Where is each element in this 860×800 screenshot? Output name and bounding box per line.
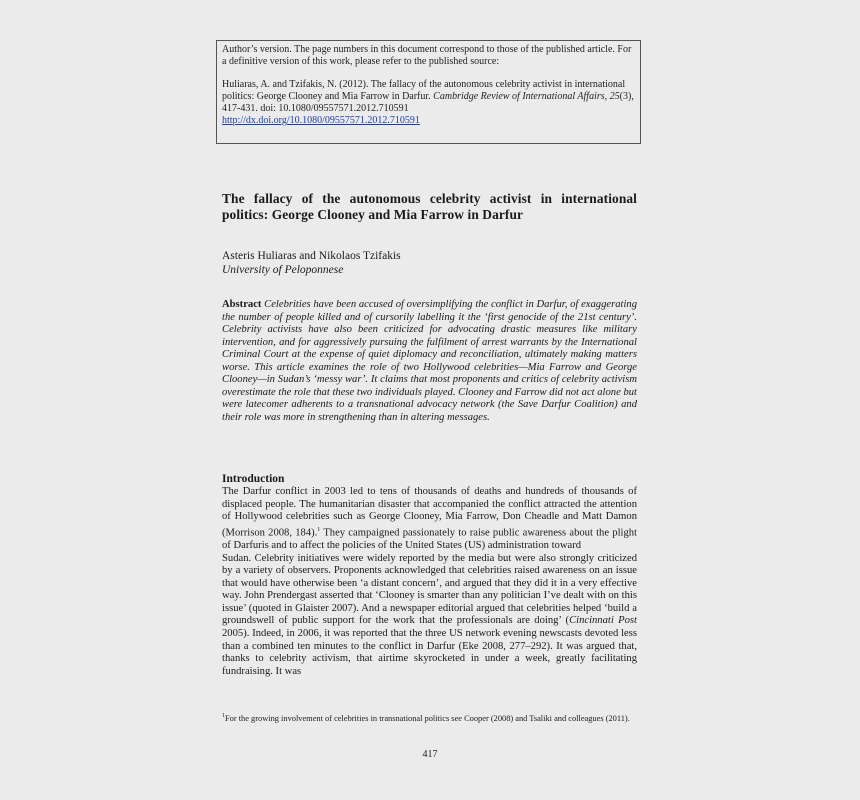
notice-text: Author’s version. The page numbers in this document correspond to those of the published article. For a definitive version of this work, please refer to the published source: <box>222 44 632 67</box>
introduction-paragraph <box>222 486 637 678</box>
doi-link[interactable]: http://dx.doi.org/10.1080/09557571.2012.710591 <box>222 115 420 126</box>
footnote <box>222 711 637 724</box>
intro-text-2: They campaigned passionately to raise public awareness about the plight of Darfuris and to affect the policies of the United States (US) administration toward <box>222 527 637 551</box>
footnote-reference[interactable]: 1 <box>317 526 321 533</box>
footnote-text: For the growing involvement of celebrities in transnational politics see Cooper (2008) and Tsaliki and colleagues (2011). <box>225 713 630 723</box>
intro-text-4: 2005). Indeed, in 2006, it was reported that the three US network evening newscasts devoted less than a combined ten minutes to the conflict in Darfur (Eke 2008, 277–292). It was argued that, thanks to celebrity activism, that airtime skyrocketed in under a week, greatly facilitating fundraising. It was <box>222 628 637 677</box>
intro-citation-italic: Cincinnati Post <box>569 615 637 627</box>
author-names: Asteris Huliaras and Nikolaos Tzifakis <box>222 250 401 262</box>
author-block <box>222 250 401 277</box>
abstract <box>222 299 637 424</box>
author-version-notice <box>216 40 641 144</box>
citation <box>222 79 635 127</box>
introduction-heading: Introduction <box>222 473 285 485</box>
article-title: The fallacy of the autonomous celebrity activist in international politics: George Clooney and Mia Farrow in Darfur <box>222 191 637 222</box>
intro-text-3: Sudan. Celebrity initiatives were widely reported by the media but were also strongly criticized by a variety of observers. Proponents acknowledged that celebrities raised awareness on an issue that would have otherwise been ‘a distant concern’, and argued that they did it in a very effective way. John Prendergast asserted that ‘Clooney is smarter than any politician I’ve dealt with on this issue’ (quoted in Glaister 2007). And a newspaper editorial argued that celebrities helped ‘build a groundswell of public support for the work that the professionals are doing’ ( <box>222 552 637 627</box>
abstract-label: Abstract <box>222 299 262 310</box>
footnote-marker: 1 <box>222 713 225 719</box>
page-number: 417 <box>422 749 438 760</box>
citation-issue: (3), 417-431. doi: 10.1080/09557571.2012.710591 <box>222 91 634 114</box>
citation-authors-title: Huliaras, A. and Tzifakis, N. (2012). The fallacy of the autonomous celebrity activist in international politics: George Clooney and Mia Farrow in Darfur. <box>222 79 626 102</box>
author-affiliation: University of Peloponnese <box>222 263 344 276</box>
intro-text-1: The Darfur conflict in 2003 led to tens of thousands of deaths and hundreds of thousands of displaced people. The humanitarian disaster that accompanied the conflict attracted the attention of Hollywood celebrities such as George Clooney, Mia Farrow, Don Cheadle and Matt Damon (Morrison 2008, 184). <box>222 486 637 539</box>
citation-journal: Cambridge Review of International Affairs, 25 <box>433 91 620 102</box>
abstract-text: Celebrities have been accused of oversimplifying the conflict in Darfur, of exaggerating the number of people killed and of cursorily labelling it the ‘first genocide of the 21st century’. Celebrity activists have also been criticized for advocating drastic measures like military intervention, and for aggressively pursuing the fulfilment of arrest warrants by the International Criminal Court at the expense of quiet diplomacy and reconciliation, ultimately making matters worse. This article examines the role of two Hollywood celebrities—Mia Farrow and George Clooney—in Sudan’s ‘messy war’. It claims that most proponents and critics of celebrity activism overestimate the role that these two individuals played. Clooney and Farrow did not act alone but were latecomer adherents to a transnational advocacy network (the Save Darfur Coalition) and their role was more in strengthening than in altering messages. <box>222 299 637 423</box>
notice-spacer <box>222 68 635 79</box>
